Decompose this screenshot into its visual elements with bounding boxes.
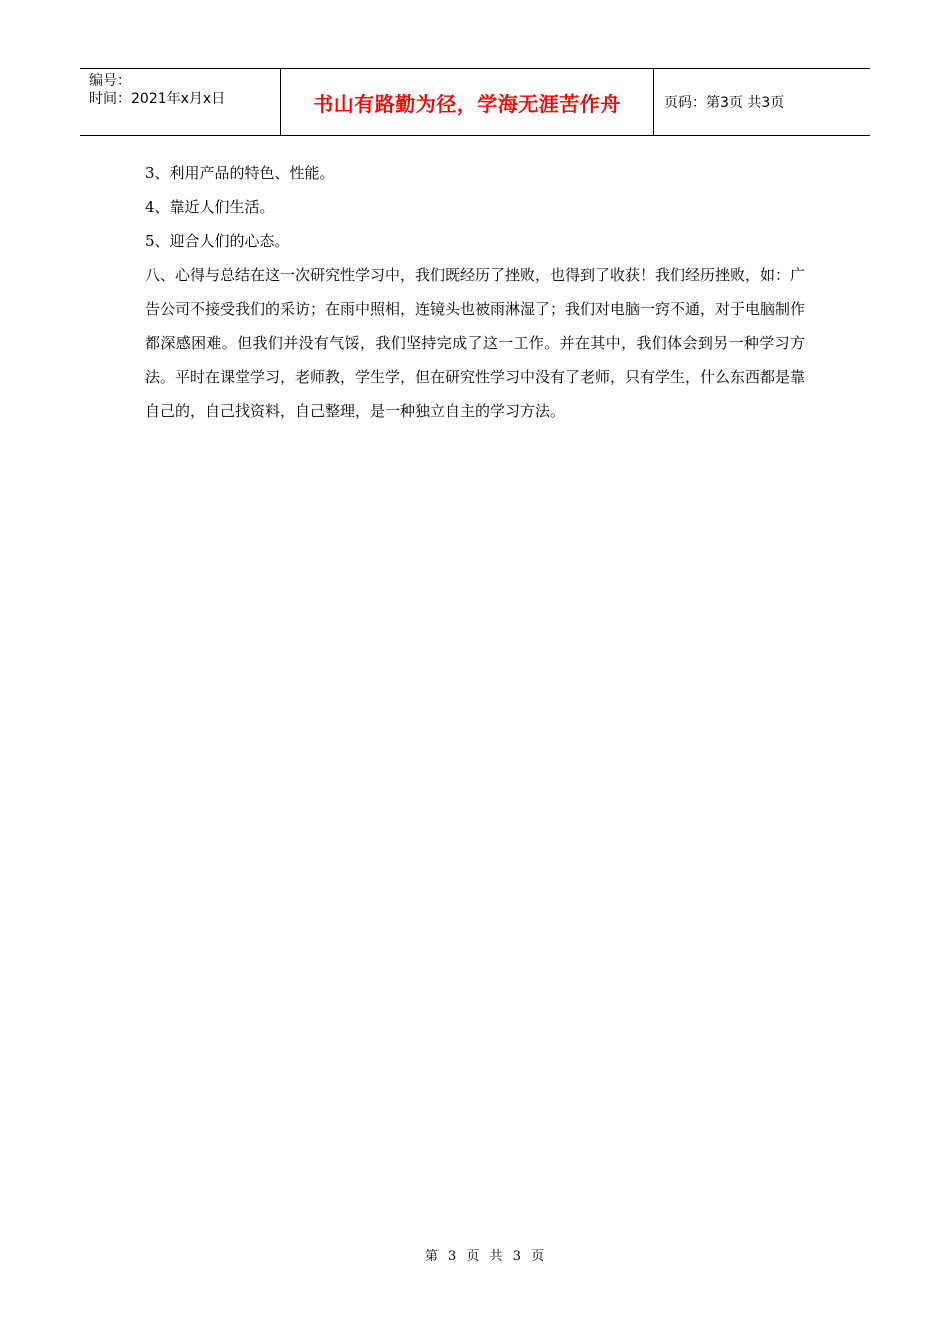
body-paragraph: 3、利用产品的特色、性能。: [145, 164, 335, 182]
document-body: [145, 156, 805, 428]
footer-page-number: 第 3 页 共 3 页: [424, 1249, 548, 1264]
body-paragraph: 5、迎合人们的心态。: [145, 232, 290, 250]
serial-number-label: 编号：: [89, 73, 131, 89]
body-paragraph: 八、心得与总结在这一次研究性学习中，我们既经历了挫败，也得到了收获！我们经历挫败，如：广告公司不接受我们的采访；在雨中照相，连镜头也被雨淋湿了；我们对电脑一窍不通，对于电脑制作都深感困难。但我们并没有气馁，我们坚持完成了这一工作。并在其中，我们体会到另一种学习方法。平时在课堂学习，老师教，学生学，但在研究性学习中没有了老师，只有学生，什么东西都是靠自己的，自己找资料，自己整理，是一种独立自主的学习方法。: [145, 266, 806, 420]
header-page-info: 页码：第3页 共3页: [664, 95, 785, 111]
header-meta-cell: [80, 69, 281, 135]
header-page-cell: [654, 69, 870, 135]
body-paragraph: 4、靠近人们生活。: [145, 198, 275, 216]
page-footer: [0, 1245, 950, 1264]
document-header: [80, 68, 870, 136]
header-motto-cell: [281, 69, 654, 135]
motto-text: 书山有路勤为径，学海无涯苦作舟: [313, 91, 621, 116]
date-label: 时间：2021年x月x日: [89, 91, 226, 107]
